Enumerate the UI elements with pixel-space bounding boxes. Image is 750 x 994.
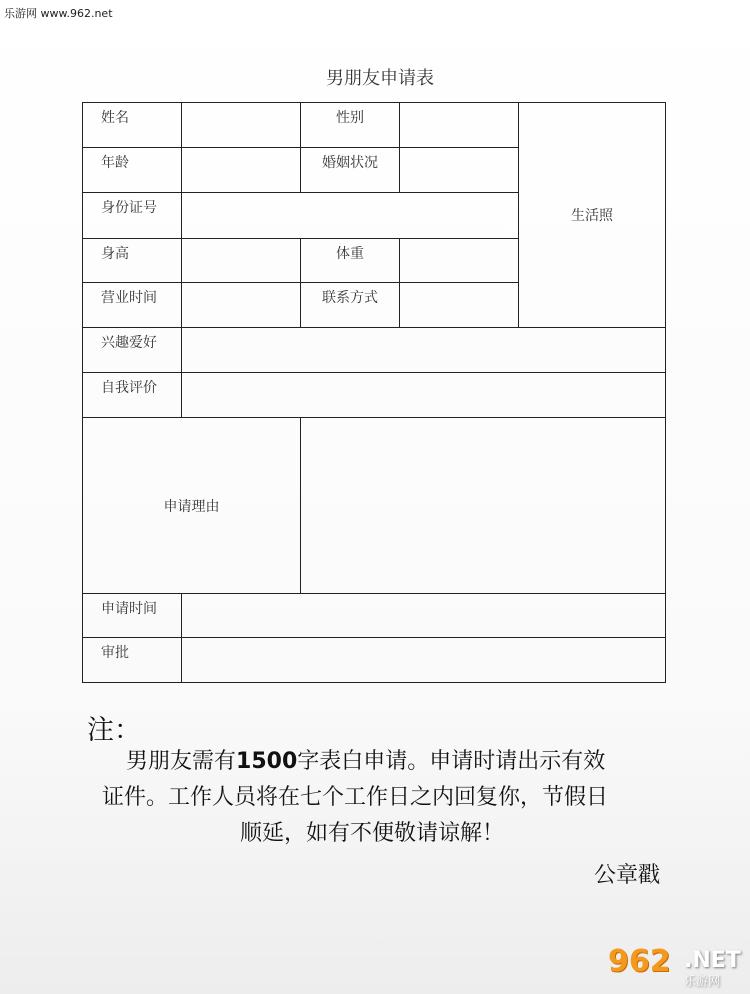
label-approval: 审批 bbox=[82, 637, 182, 683]
label-self-eval: 自我评价 bbox=[82, 372, 182, 418]
value-marital[interactable] bbox=[399, 147, 519, 193]
value-reason[interactable] bbox=[300, 417, 666, 594]
logo-cn: 乐游网 bbox=[684, 974, 721, 988]
seal-label: 公章戳 bbox=[594, 863, 661, 888]
label-contact: 联系方式 bbox=[300, 282, 400, 328]
value-business-hours[interactable] bbox=[181, 282, 301, 328]
value-age[interactable] bbox=[181, 147, 301, 193]
form-title: 男朋友申请表 bbox=[326, 68, 434, 89]
value-weight[interactable] bbox=[399, 238, 519, 283]
value-name[interactable] bbox=[181, 102, 301, 148]
note-line-1 bbox=[80, 744, 690, 780]
note-line-2: 证件。工作人员将在七个工作日之内回复你，节假日 bbox=[102, 785, 609, 810]
label-photo: 生活照 bbox=[571, 208, 613, 224]
label-name: 姓名 bbox=[82, 102, 182, 148]
value-self-eval[interactable] bbox=[181, 372, 666, 418]
note-line-1-post: 字表白申请。申请时请出示有效 bbox=[297, 749, 606, 774]
logo-net: .NET bbox=[684, 948, 741, 973]
note-text bbox=[80, 744, 690, 852]
note-label: 注： bbox=[87, 715, 141, 746]
label-age: 年龄 bbox=[82, 147, 182, 193]
value-approval[interactable] bbox=[181, 637, 666, 683]
label-marital: 婚姻状况 bbox=[300, 147, 400, 193]
label-business-hours: 营业时间 bbox=[82, 282, 182, 328]
value-id-number[interactable] bbox=[181, 192, 519, 239]
label-reason-cell bbox=[82, 417, 301, 594]
label-id-number: 身份证号 bbox=[82, 192, 182, 239]
logo-number: 962 bbox=[608, 944, 671, 979]
value-contact[interactable] bbox=[399, 282, 519, 328]
value-hobbies[interactable] bbox=[181, 327, 666, 373]
note-number: 1500 bbox=[236, 749, 298, 774]
label-apply-time: 申请时间 bbox=[82, 593, 182, 638]
label-reason: 申请理由 bbox=[163, 498, 220, 515]
site-logo bbox=[608, 944, 746, 988]
value-apply-time[interactable] bbox=[181, 593, 666, 638]
label-gender: 性别 bbox=[300, 102, 400, 148]
label-hobbies: 兴趣爱好 bbox=[82, 327, 182, 373]
label-weight: 体重 bbox=[300, 238, 400, 283]
value-gender[interactable] bbox=[399, 102, 519, 148]
label-height: 身高 bbox=[82, 238, 182, 283]
value-height[interactable] bbox=[181, 238, 301, 283]
site-watermark: 乐游网 www.962.net bbox=[4, 7, 113, 20]
photo-cell[interactable] bbox=[518, 102, 666, 328]
note-line-3: 顺延，如有不便敬请谅解！ bbox=[240, 821, 505, 846]
note-line-1-pre: 男朋友需有 bbox=[126, 749, 237, 774]
